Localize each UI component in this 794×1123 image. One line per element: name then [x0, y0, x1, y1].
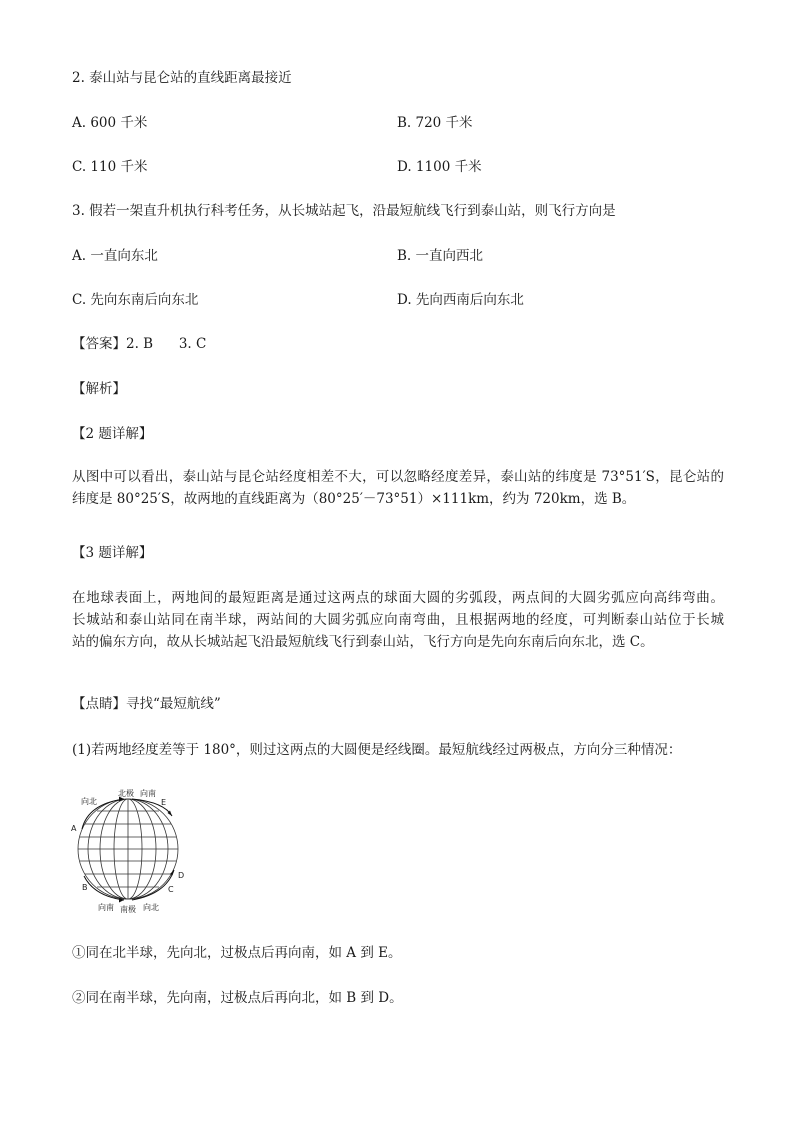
answer-label: 【答案】 [72, 336, 126, 352]
point-d-label: D [178, 871, 185, 880]
q3-option-c: C. 先向东南后向东北 [72, 292, 199, 308]
tip-text: 寻找“最短航线” [126, 696, 221, 712]
q3-option-b: B. 一直向西北 [397, 248, 484, 264]
q2-option-b: B. 720 千米 [397, 115, 473, 131]
q3-detail-label: 【3 题详解】 [72, 545, 153, 561]
point-a-label: A [71, 824, 77, 833]
q2-detail-label: 【2 题详解】 [72, 426, 153, 442]
case-1-line: ①同在北半球，先向北，过极点后再向南，如 A 到 E。 [72, 945, 402, 961]
answer-line [72, 334, 206, 354]
point-b-label: B [82, 883, 88, 892]
q3-detail-line: 长城站和泰山站同在南半球，两站间的大圆劣弧应向南弯曲，且根据两地的经度，可判断泰山站位于长城 [72, 612, 724, 628]
q2-detail-line: 纬度是 80°25′S，故两地的直线距离为（80°25′－73°51）×111km，约为 720km，选 B。 [72, 491, 636, 507]
tip-case-intro: (1)若两地经度差等于 180°，则过这两点的大圆便是经线圈。最短航线经过两极点，方向分三种情况： [72, 742, 682, 758]
question-3-stem: 3. 假若一架直升机执行科考任务，从长城站起飞，沿最短航线飞行到泰山站，则飞行方向是 [72, 203, 616, 219]
q2-option-a: A. 600 千米 [72, 115, 148, 131]
q3-detail-line: 在地球表面上，两地间的最短距离是通过这两点的球面大圆的劣弧段，两点间的大圆劣弧应向高纬弯曲。 [72, 590, 724, 606]
q3-option-d: D. 先向西南后向东北 [397, 292, 524, 308]
q3-detail-line: 站的偏东方向，故从长城站起飞沿最短航线飞行到泰山站，飞行方向是先向东南后向东北，选 C。 [72, 634, 654, 650]
to-south-label-bottom: 向南 [98, 903, 114, 912]
tip-label: 【点睛】 [72, 696, 126, 712]
to-south-label-top: 向南 [140, 789, 156, 798]
analysis-label: 【解析】 [72, 381, 126, 397]
to-north-label-top: 向北 [81, 797, 97, 806]
point-c-label: C [168, 885, 174, 894]
to-north-label-bottom: 向北 [143, 903, 159, 912]
case-2-line: ②同在南半球，先向南，过极点后再向北，如 B 到 D。 [72, 990, 403, 1006]
north-pole-label: 北极 [118, 789, 134, 798]
q2-option-d: D. 1100 千米 [397, 159, 482, 175]
q2-detail-paragraph [72, 466, 724, 510]
great-circle-globe-diagram [68, 784, 188, 914]
q3-detail-paragraph [72, 587, 724, 653]
q2-detail-line: 从图中可以看出，泰山站与昆仑站经度相差不大，可以忽略经度差异，泰山站的纬度是 73°51′S，昆仑站的 [72, 469, 724, 485]
tip-line [72, 694, 221, 714]
point-e-label: E [161, 798, 167, 807]
answer-text: 2. B 3. C [126, 336, 207, 352]
south-pole-label: 南极 [120, 905, 136, 914]
q2-option-c: C. 110 千米 [72, 159, 148, 175]
q3-option-a: A. 一直向东北 [72, 248, 158, 264]
question-2-stem: 2. 泰山站与昆仑站的直线距离最接近 [72, 70, 292, 86]
